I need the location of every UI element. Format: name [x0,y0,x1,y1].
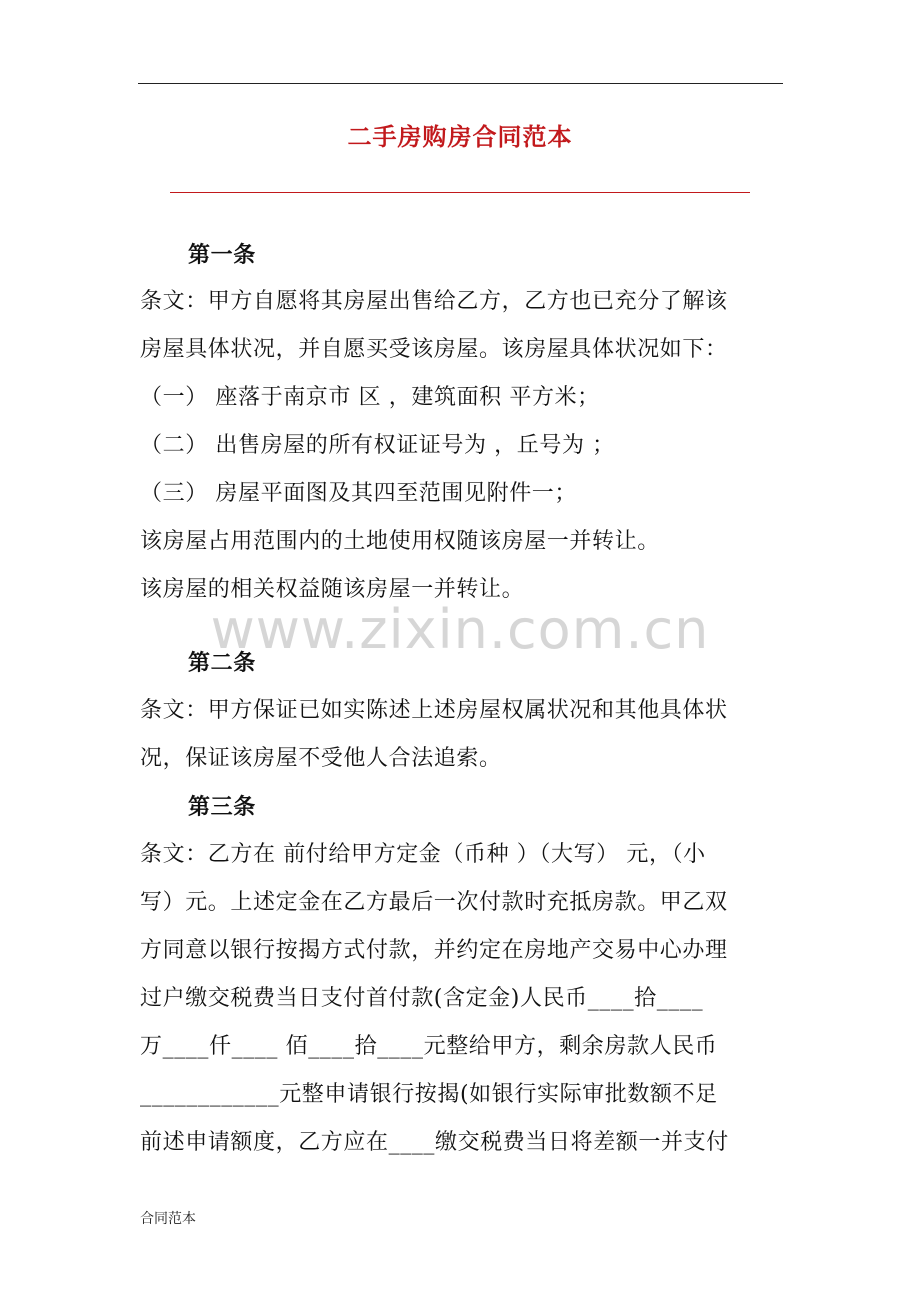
article-1-line-2: 房屋具体状况，并自愿买受该房屋。该房屋具体状况如下： [140,337,728,362]
article-1-line-7: 该房屋的相关权益随该房屋一并转让。 [140,577,525,602]
article-3-heading: 第三条 [188,794,256,820]
article-1-line-5: （三） 房屋平面图及其四至范围见附件一； [140,481,577,506]
article-2-line-1: 条文：甲方保证已如实陈述上述房屋权属状况和其他具体状 [140,698,728,723]
article-1-line-3: （一） 座落于南京市 区 ，建筑面积 平方米； [140,385,600,410]
title-underline [170,192,750,193]
article-1-line-6: 该房屋占用范围内的土地使用权随该房屋一并转让。 [140,529,660,554]
watermark: www.zixin.com.cn [210,598,710,661]
article-3-line-3: 方同意以银行按揭方式付款，并约定在房地产交易中心办理 [140,938,728,963]
article-1-line-4: （二） 出售房屋的所有权证证号为 ，丘号为 ； [140,433,615,458]
article-2-line-2: 况，保证该房屋不受他人合法追索。 [140,746,502,771]
article-3-line-5: 万____仟____ 佰____拾____元整给甲方，剩余房款人民币 [140,1034,718,1059]
article-3-line-6: ____________元整申请银行按揭(如银行实际审批数额不足 [140,1082,718,1107]
article-3-line-7: 前述申请额度，乙方应在____缴交税费当日将差额一并支付 [140,1130,729,1155]
document-title: 二手房购房合同范本 [347,122,573,151]
article-1-line-1: 条文：甲方自愿将其房屋出售给乙方，乙方也已充分了解该 [140,289,728,314]
article-3-line-1: 条文：乙方在 前付给甲方定金（币种 ）（大写） 元，（小 [140,842,706,867]
page-footer: 合同范本 [140,1211,196,1227]
article-1-heading: 第一条 [188,242,256,268]
header-rule [138,83,783,84]
article-3-line-2: 写）元。上述定金在乙方最后一次付款时充抵房款。甲乙双 [140,890,728,915]
article-3-line-4: 过户缴交税费当日支付首付款(含定金)人民币____拾____ [140,986,704,1011]
article-2-heading: 第二条 [188,650,256,676]
